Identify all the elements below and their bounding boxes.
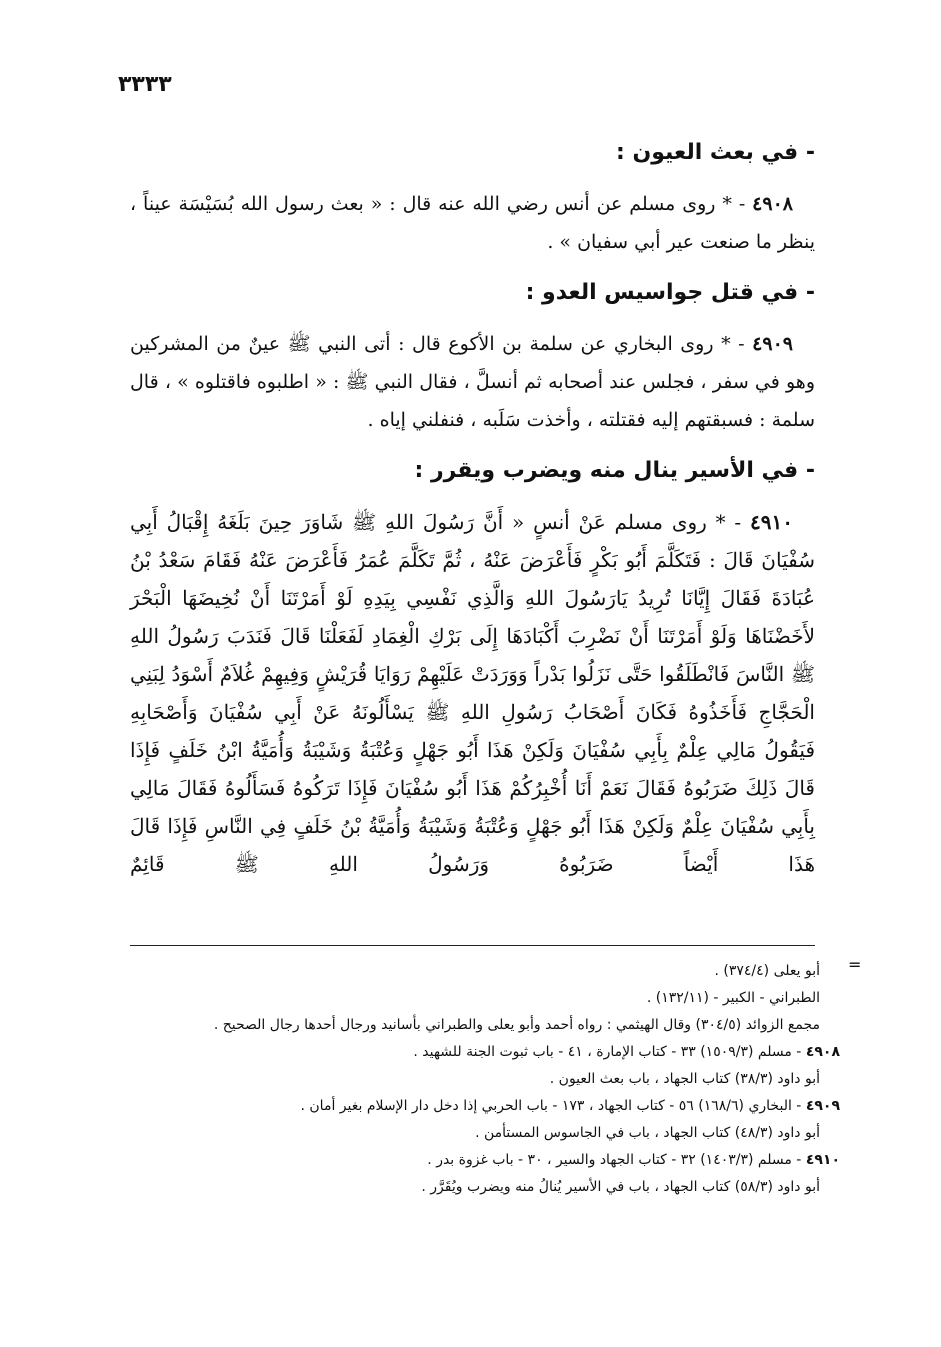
section-heading-captive: - في الأسير ينال منه ويضرب ويقرر : xyxy=(414,458,815,483)
hadith-text: - * روى البخاري عن سلمة بن الأكوع قال : أتى النبي ﷺ عينٌ من المشركين وهو في سفر ، فجلس عند أصحابه ثم أنسلَّ ، فقال النبي ﷺ : « اطلبوه فاقتلوه » ، قال سلمة : فسبقتهم إليه فقتلته ، وأخذت سَلَبه ، فنفلني إياه . xyxy=(130,333,815,431)
hadith-4908 xyxy=(130,185,815,261)
footnotes xyxy=(150,958,840,1201)
hadith-number: ٤٩٠٩ xyxy=(752,333,793,355)
hadith-text: - * روى مسلم عن أنس رضي الله عنه قال : « بعث رسول الله بُسَيْسَة عيناً ، ينظر ما صنعت عير أبي سفيان » . xyxy=(130,193,815,253)
main-text xyxy=(130,135,815,897)
section-heading-spies: - في بعث العيون : xyxy=(616,140,815,165)
footnote-item: أبو داود (٥٨/٣) كتاب الجهاد ، باب في الأسير يُنالُ منه ويضرب ويُقَرَّر . xyxy=(421,1179,820,1195)
footnote-item: الطبراني - الكبير - (١٣٢/١١) . xyxy=(646,990,820,1006)
hadith-number: ٤٩١٠ xyxy=(750,510,793,534)
page-number: ٣٣٣٣ xyxy=(118,72,172,97)
section-heading-kill-spies: - في قتل جواسيس العدو : xyxy=(525,280,815,305)
footnote-item: ٤٩٠٨ - مسلم (١٥٠٩/٣) ٣٣ - كتاب الإمارة ، ٤١ - باب ثبوت الجنة للشهيد . xyxy=(413,1044,840,1060)
footnote-item: أبو يعلى (٣٧٤/٤) . xyxy=(714,963,820,979)
hadith-4910 xyxy=(130,503,815,883)
hadith-text: - * روى مسلم عَنْ أنسٍ « أَنَّ رَسُولَ اللهِ ﷺ شَاوَرَ حِينَ بَلَغَهُ إِقْبَالُ أَبِي سُفْيَانَ قَالَ : فَتَكَلَّمَ أَبُو بَكْرٍ فَأَعْرَضَ عَنْهُ ، ثُمَّ تَكَلَّمَ عُمَرُ فَأَعْرَضَ عَنْهُ فَقَامَ سَعْدُ بْنُ عُبَادَةَ فَقَالَ إِيَّانَا تُرِيدُ يَارَسُولَ اللهِ وَالَّذِي نَفْسِي بِيَدِهِ لَوْ أَمَرْتَنَا أَنْ نُخِيضَهَا الْبَحْرَ لأَخَضْنَاهَا وَلَوْ أَمَرْتَنَا أَنْ نَضْرِبَ أَكْبَادَهَا إِلَى بَرْكِ الْغِمَادِ لَفَعَلْنَا قَالَ فَنَدَبَ رَسُولُ اللهِ ﷺ النَّاسَ فَانْطَلَقُوا حَتَّى نَزَلُوا بَدْراً وَوَرَدَتْ عَلَيْهِمْ رَوَايَا قُرَيْشٍ وَفِيهِمْ غُلاَمٌ أَسْوَدُ لِبَنِي الْحَجَّاجِ فَأَخَذُوهُ فَكَانَ أَصْحَابُ رَسُولِ اللهِ ﷺ يَسْأَلُونَهُ عَنْ أَبِي سُفْيَانَ وَأَصْحَابِهِ فَيَقُولُ مَالِي عِلْمٌ بِأَبِي سُفْيَانَ وَلَكِنْ هَذَا أَبُو جَهْلٍ وَعُتْبَةُ وَشَيْبَةُ وَأُمَيَّةُ ابْنُ خَلَفٍ فَإِذَا قَالَ ذَلِكَ ضَرَبُوهُ فَقَالَ نَعَمْ أَنَا أُخْبِرُكُمْ هَذَا أَبُو سُفْيَانَ فَإِذَا تَرَكُوهُ فَسَأَلُوهُ فَقَالَ مَالِي بِأَبِي سُفْيَانَ عِلْمٌ وَلَكِنْ هَذَا أَبُو جَهْلٍ وَعُتْبَةُ وَشَيْبَةُ وَأُمَيَّةُ بْنُ خَلَفٍ فِي النَّاسِ فَإِذَا قَالَ هَذَا أَيْضاً ضَرَبُوهُ وَرَسُولُ اللهِ ﷺ قَائِمٌ xyxy=(130,510,815,876)
footnote-item: أبو داود (٣٨/٣) كتاب الجهاد ، باب بعث العيون . xyxy=(549,1071,820,1087)
hadith-number: ٤٩٠٨ xyxy=(752,193,793,215)
footnote-item: أبو داود (٤٨/٣) كتاب الجهاد ، باب في الجاسوس المستأمن . xyxy=(475,1125,820,1141)
footnote-item: مجمع الزوائد (٣٠٤/٥) وقال الهيثمي : رواه أحمد وأبو يعلى والطبراني بأسانيد ورجال أحدها رجال الصحيح . xyxy=(213,1017,820,1033)
footnote-item: ٤٩٠٩ - البخاري (١٦٨/٦) ٥٦ - كتاب الجهاد ، ١٧٣ - باب الحربي إذا دخل دار الإسلام بغير أمان . xyxy=(300,1098,840,1114)
hadith-4909 xyxy=(130,325,815,439)
footnote-continuation-marker: = xyxy=(848,955,862,974)
footnote-divider xyxy=(130,945,815,946)
footnote-item: ٤٩١٠ - مسلم (١٤٠٣/٣) ٣٢ - كتاب الجهاد والسير ، ٣٠ - باب غزوة بدر . xyxy=(427,1152,840,1168)
